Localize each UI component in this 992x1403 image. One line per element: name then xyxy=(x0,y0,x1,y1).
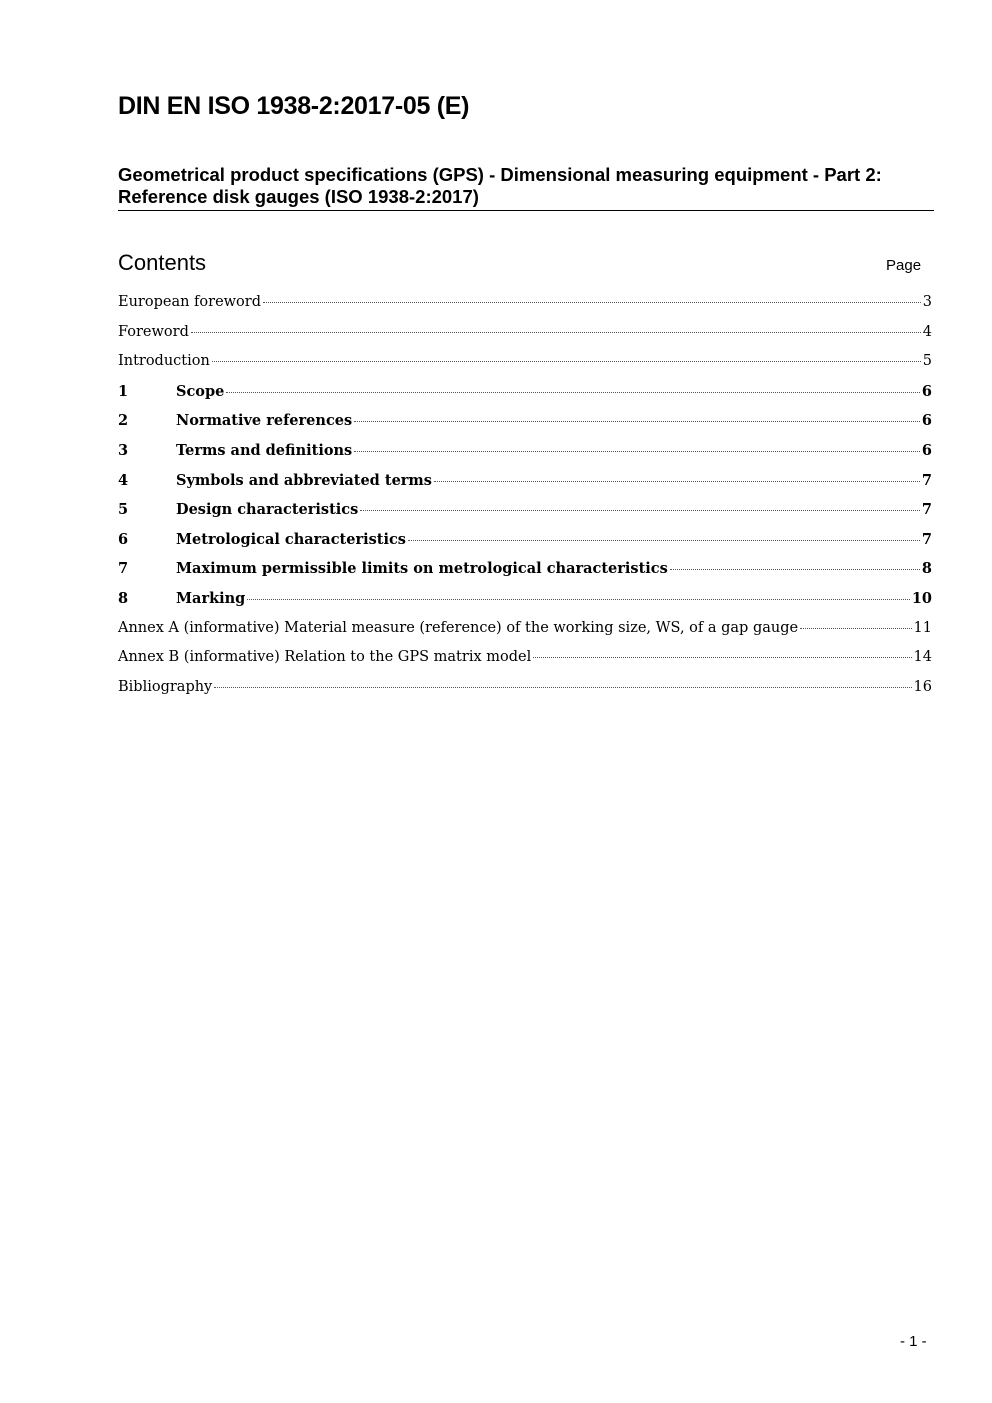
toc-leader-dots xyxy=(354,421,920,422)
document-title: DIN EN ISO 1938-2:2017-05 (E) xyxy=(118,92,470,120)
toc-entry-page: 10 xyxy=(911,589,932,607)
toc-entry-title: Marking xyxy=(176,589,246,607)
toc-entry-page: 3 xyxy=(922,294,932,310)
toc-entry-page: 6 xyxy=(921,412,932,430)
toc-entry-title: Design characteristics xyxy=(176,501,359,519)
toc-entry-title: Symbols and abbreviated terms xyxy=(176,471,432,489)
toc-entry-design-characteristics[interactable] xyxy=(118,501,932,531)
toc-entry-page: 14 xyxy=(913,649,932,666)
toc-entry-page: 11 xyxy=(913,619,932,636)
toc-entry-page: 7 xyxy=(921,471,932,489)
toc-entry-number: 4 xyxy=(118,471,129,489)
toc-entry-title: Maximum permissible limits on metrological characteristics xyxy=(176,560,668,578)
toc-entry-number: 1 xyxy=(118,382,129,400)
toc-entry-title: Annex B (informative) Relation to the GPS matrix model xyxy=(118,649,532,666)
toc-entry-number: 7 xyxy=(118,560,129,578)
toc-entry-bibliography[interactable] xyxy=(118,679,932,709)
toc-entry-number: 6 xyxy=(118,530,129,548)
toc-entry-european-foreword[interactable] xyxy=(118,294,932,324)
toc-entry-title: Foreword xyxy=(118,323,189,340)
toc-entry-title: Annex A (informative) Material measure (reference) of the working size, WS, of a gap gauge xyxy=(118,619,799,636)
toc-leader-dots xyxy=(800,628,911,629)
toc-entry-page: 7 xyxy=(921,530,932,548)
toc-entry-terms-and-definitions[interactable] xyxy=(118,442,932,472)
toc-leader-dots xyxy=(408,540,920,541)
toc-entry-number: 2 xyxy=(118,412,129,430)
toc-entry-title: European foreword xyxy=(118,294,262,310)
toc-leader-dots xyxy=(354,451,920,452)
toc-entry-title: Introduction xyxy=(118,353,210,370)
toc-entry-metrological-characteristics[interactable] xyxy=(118,531,932,561)
toc-entry-symbols[interactable] xyxy=(118,472,932,502)
header-divider xyxy=(118,210,934,211)
toc-entry-marking[interactable] xyxy=(118,590,932,620)
toc-entry-title: Metrological characteristics xyxy=(176,530,406,548)
toc-entry-title: Terms and definitions xyxy=(176,441,353,459)
toc-leader-dots xyxy=(533,657,911,658)
toc-entry-number: 5 xyxy=(118,501,129,519)
toc-leader-dots xyxy=(226,392,920,393)
toc-entry-page: 6 xyxy=(921,382,932,400)
toc-entry-annex-b[interactable] xyxy=(118,649,932,679)
toc-entry-title: Scope xyxy=(176,382,225,400)
toc-leader-dots xyxy=(214,687,911,688)
toc-leader-dots xyxy=(212,361,921,362)
toc-entry-title: Normative references xyxy=(176,412,353,430)
toc-entry-page: 8 xyxy=(921,560,932,578)
toc-entry-page: 4 xyxy=(922,323,932,340)
toc-entry-annex-a[interactable] xyxy=(118,620,932,650)
toc-leader-dots xyxy=(191,332,921,333)
toc-leader-dots xyxy=(670,569,920,570)
toc-entry-scope[interactable] xyxy=(118,383,932,413)
toc-entry-page: 5 xyxy=(922,353,932,370)
toc-entry-page: 7 xyxy=(921,501,932,519)
toc-leader-dots xyxy=(263,302,921,303)
toc-entry-maximum-permissible-limits[interactable] xyxy=(118,560,932,590)
toc-entry-title: Bibliography xyxy=(118,678,213,695)
toc-entry-number: 8 xyxy=(118,589,129,607)
toc-entry-foreword[interactable] xyxy=(118,324,932,354)
page-number: - 1 - xyxy=(900,1333,927,1350)
toc-leader-dots xyxy=(434,481,920,482)
toc-leader-dots xyxy=(247,599,909,600)
document-subtitle: Geometrical product specifications (GPS) - Dimensional measuring equipment - Part 2: Reference disk gauges (ISO 1938-2:2017) xyxy=(118,164,882,207)
toc-entry-page: 6 xyxy=(921,441,932,459)
contents-heading: Contents xyxy=(118,250,207,275)
table-of-contents xyxy=(118,294,932,708)
toc-leader-dots xyxy=(360,510,920,511)
page-column-label: Page xyxy=(886,257,922,274)
toc-entry-normative-references[interactable] xyxy=(118,412,932,442)
toc-entry-introduction[interactable] xyxy=(118,353,932,383)
toc-entry-number: 3 xyxy=(118,441,129,459)
toc-entry-page: 16 xyxy=(913,678,932,695)
